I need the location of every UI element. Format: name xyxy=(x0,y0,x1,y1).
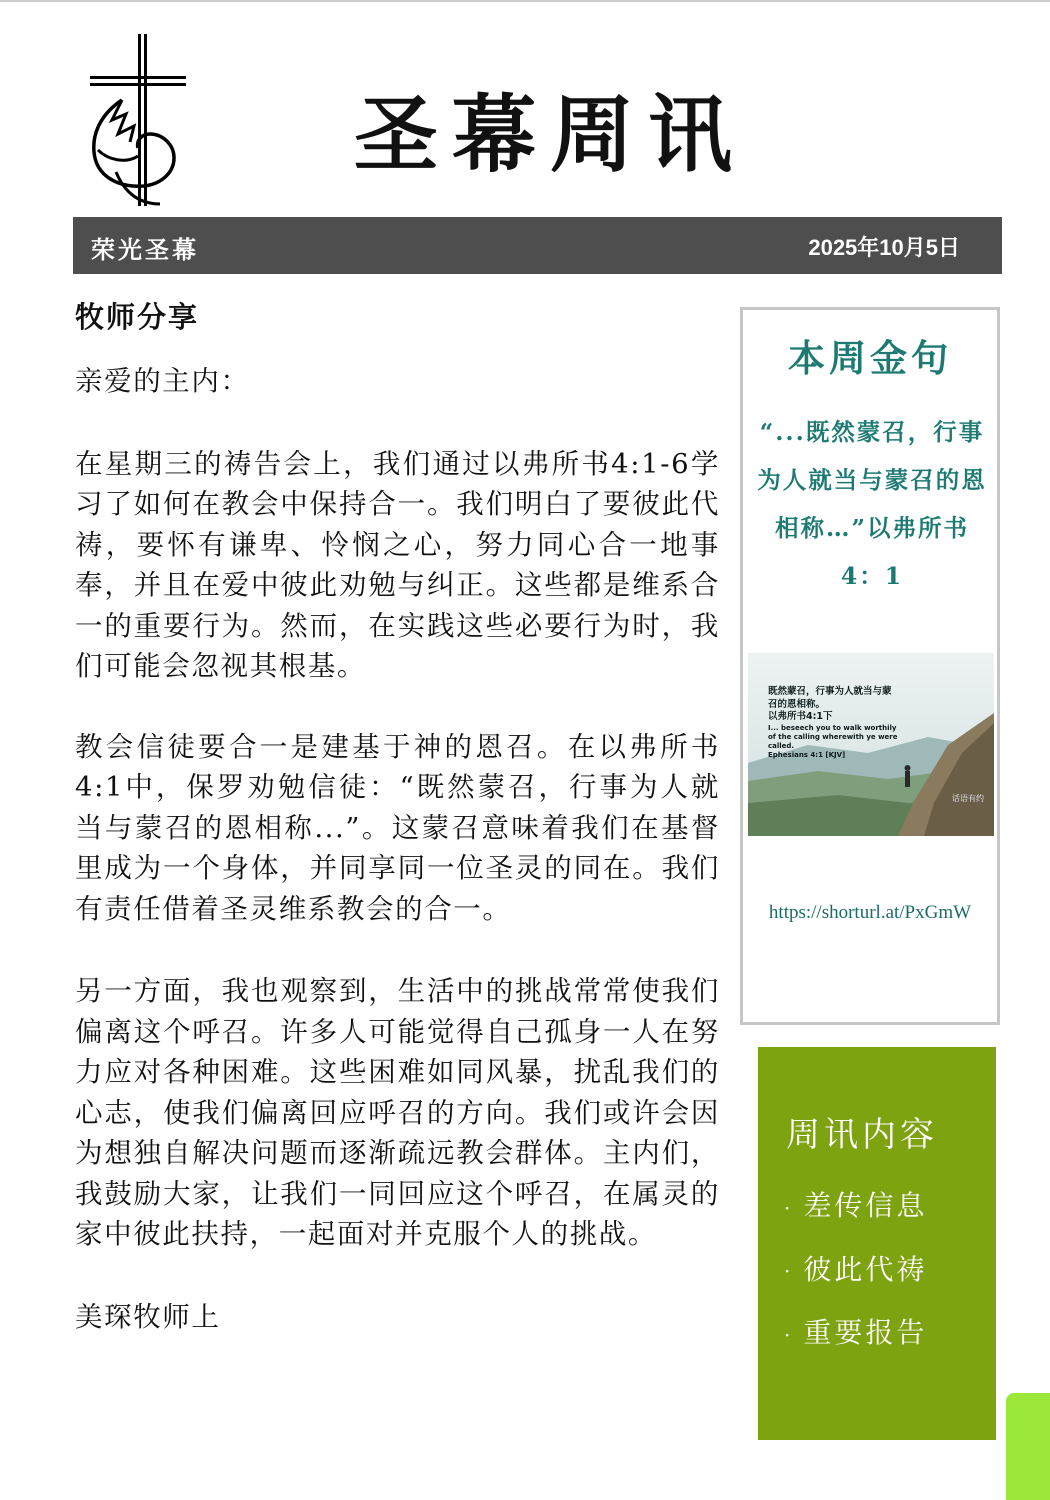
signoff: 美琛牧师上 xyxy=(75,1300,221,1333)
paragraph: 另一方面，我也观察到，生活中的挑战常常使我们偏离这个呼召。许多人可能觉得自己孤身一人在努力应对各种困难。这些困难如同风暴，扰乱我们的心志，使我们偏离回应呼召的方向。我们或许会因为想独自解决问题而逐渐疏远教会群体。主内们，我鼓励大家，让我们一同回应这个呼召，在属灵的家中彼此扶持，一起面对并克服个人的挑战。 xyxy=(75,975,720,1250)
pastor-sharing-column xyxy=(75,293,720,1337)
section-title: 牧师分享 xyxy=(75,300,200,334)
contents-list xyxy=(784,1175,927,1366)
list-item: · 差传信息 xyxy=(784,1189,928,1222)
header-banner xyxy=(73,217,1002,274)
image-caption: 既然蒙召，行事为人就当与蒙召的恩相称。 以弗所书4:1下 I... beseech you to walk worthily of the calling wherewith ye were called. Ephesians 4:1 [KJV] xyxy=(768,686,898,759)
cross-dove-logo-icon xyxy=(82,30,192,210)
contents-box xyxy=(758,1047,996,1440)
greeting: 亲爱的主内： xyxy=(75,365,250,397)
verse-link[interactable]: https://shorturl.at/PxGmW xyxy=(768,902,972,923)
image-watermark: 话语有约 xyxy=(952,794,984,803)
list-item: · 彼此代祷 xyxy=(784,1252,928,1286)
bullet-icon: · xyxy=(784,1322,794,1347)
verse-image xyxy=(748,653,994,836)
bullet-icon: · xyxy=(784,1195,794,1220)
church-name: 荣光圣幕 xyxy=(91,235,199,264)
list-item: · 重要报告 xyxy=(784,1316,928,1349)
paragraph: 教会信徒要合一是建基于神的恩召。在以弗所书4:1中，保罗劝勉信徒：“既然蒙召，行事为人就当与蒙召的恩相称...”。这蒙召意味着我们在基督里成为一个身体，并同享同一位圣灵的同在。我们有责任借着圣灵维系教会的合一。 xyxy=(75,730,720,925)
verse-text: “...既然蒙召，行事为人就当与蒙召的恩相称…”以弗所书4：1 xyxy=(757,418,987,590)
issue-date: 2025年10月5日 xyxy=(808,235,960,260)
paragraph: 在星期三的祷告会上，我们通过以弗所书4:1-6学习了如何在教会中保持合一。我们明白了要彼此代祷，要怀有谦卑、怜悯之心，努力同心合一地事奉，并且在爱中彼此劝勉与纠正。这些都是维系合一的重要行为。然而，在实践这些必要行为时，我们可能会忽视其根基。 xyxy=(75,447,720,682)
weekly-verse-box xyxy=(740,307,1000,1025)
contents-title: 周讯内容 xyxy=(786,1115,938,1155)
verse-title: 本周金句 xyxy=(788,336,952,380)
top-border xyxy=(0,0,1050,2)
newsletter-title: 圣幕周讯 xyxy=(353,85,746,184)
bullet-icon: · xyxy=(784,1259,794,1283)
corner-tab xyxy=(1006,1393,1050,1500)
